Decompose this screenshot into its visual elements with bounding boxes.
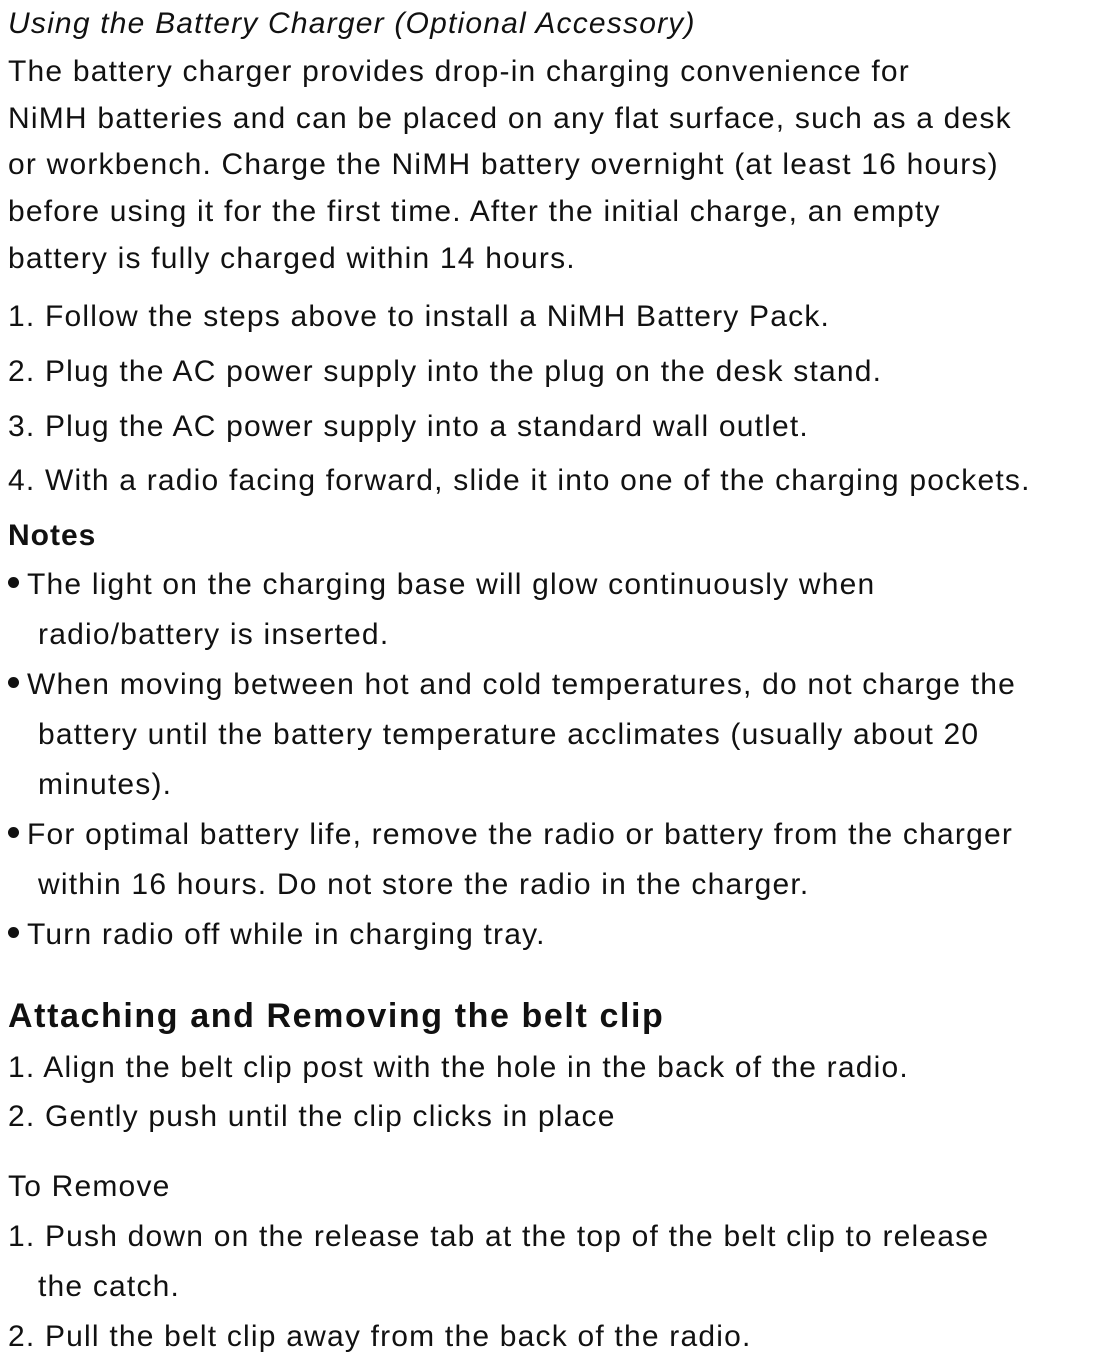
- note-line: minutes).: [38, 768, 173, 801]
- bullet-icon: [8, 677, 19, 688]
- bullet-icon: [8, 577, 19, 588]
- charger-intro-line: before using it for the first time. After the initial charge, an empty: [8, 195, 941, 228]
- bullet-icon: [8, 827, 19, 838]
- note-line: Turn radio off while in charging tray.: [27, 918, 546, 951]
- bullet-icon: [8, 927, 19, 938]
- note-item: [8, 567, 875, 603]
- charger-intro-line: or workbench. Charge the NiMH battery overnight (at least 16 hours): [8, 148, 999, 181]
- note-item: [8, 667, 1016, 703]
- attach-step: 2. Gently push until the clip clicks in place: [8, 1100, 616, 1133]
- charger-step: 1. Follow the steps above to install a NiMH Battery Pack.: [8, 300, 831, 333]
- remove-step: 1. Push down on the release tab at the top of the belt clip to release: [8, 1220, 990, 1253]
- charger-step: 4. With a radio facing forward, slide it into one of the charging pockets.: [8, 464, 1031, 497]
- charger-step: 2. Plug the AC power supply into the plug on the desk stand.: [8, 355, 883, 388]
- remove-step-continuation: the catch.: [38, 1270, 181, 1303]
- notes-heading: Notes: [8, 519, 97, 552]
- note-line: battery until the battery temperature acclimates (usually about 20: [38, 718, 980, 751]
- note-line: For optimal battery life, remove the radio or battery from the charger: [27, 818, 1014, 851]
- note-line: within 16 hours. Do not store the radio in the charger.: [38, 868, 810, 901]
- note-line: The light on the charging base will glow continuously when: [27, 568, 876, 601]
- belt-clip-heading: Attaching and Removing the belt clip: [8, 997, 665, 1035]
- note-line: When moving between hot and cold temperatures, do not charge the: [27, 668, 1017, 701]
- note-item: [8, 817, 1013, 853]
- charger-intro-line: NiMH batteries and can be placed on any flat surface, such as a desk: [8, 102, 1012, 135]
- remove-heading: To Remove: [8, 1170, 171, 1203]
- charger-intro-line: The battery charger provides drop-in charging convenience for: [8, 55, 910, 88]
- attach-step: 1. Align the belt clip post with the hole in the back of the radio.: [8, 1051, 909, 1084]
- charger-step: 3. Plug the AC power supply into a standard wall outlet.: [8, 410, 809, 443]
- note-item: [8, 917, 546, 953]
- charger-intro-line: battery is fully charged within 14 hours.: [8, 242, 576, 275]
- note-line: radio/battery is inserted.: [38, 618, 390, 651]
- remove-step: 2. Pull the belt clip away from the back of the radio.: [8, 1320, 752, 1353]
- charger-section-title: Using the Battery Charger (Optional Accessory): [8, 7, 696, 40]
